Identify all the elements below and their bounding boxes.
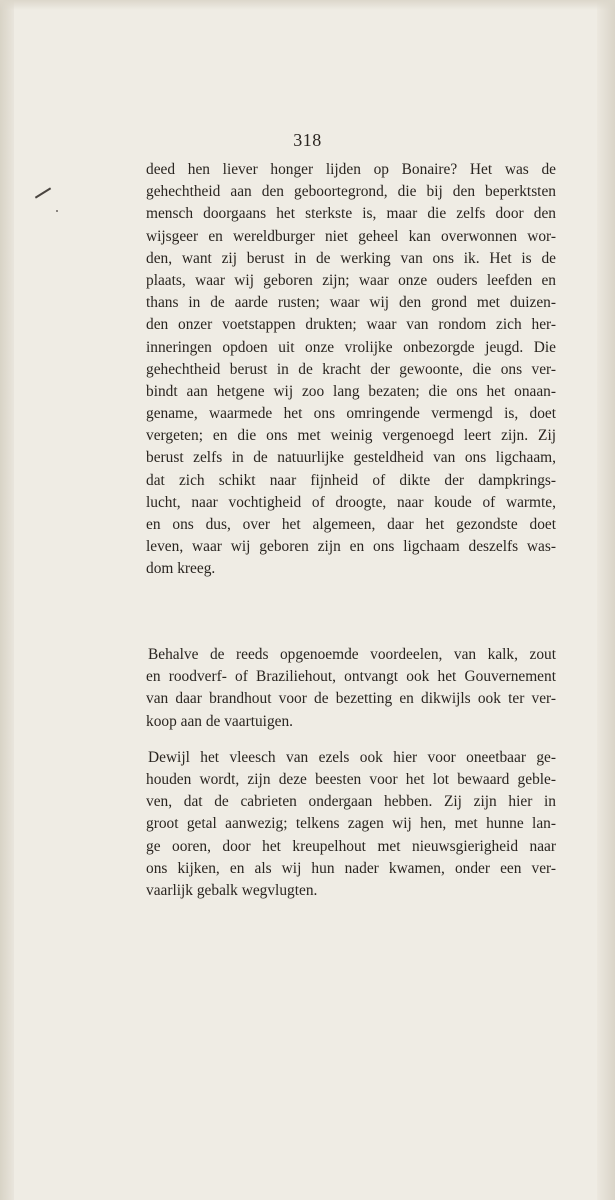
text-line: ons kijken, en als wij hun nader kwamen, onder een ver- [146, 859, 556, 877]
page-number: 318 [293, 130, 322, 150]
page-binding-edge [0, 0, 14, 1200]
text-line: deed hen liever honger lijden op Bonaire? Het was de [146, 161, 556, 178]
text-line: gehechtheid aan den geboortegrond, die bij den beperktsten [146, 183, 556, 201]
paragraph-gap [146, 733, 556, 747]
text-line: dom kreeg. [146, 560, 216, 578]
paragraphs-products-and-donkeys [146, 644, 556, 902]
text-line: gename, waarmede het ons omringende vermengd is, doet [146, 405, 556, 423]
page-top-edge [0, 0, 615, 10]
text-line: Behalve de reeds opgenoemde voordeelen, van kalk, zout [148, 646, 556, 663]
text-line: den, want zij berust in de werking van ons ik. Het is de [146, 249, 556, 267]
text-line: plaats, waar wij geboren zijn; waar onze ouders leefden en [146, 271, 556, 289]
page-right-edge [597, 0, 615, 1200]
text-line: berust zelfs in de natuurlijke gesteldheid van ons ligchaam, [146, 449, 556, 467]
text-line: ven, dat de cabrieten ondergaan hebben. Zij zijn hier in [146, 793, 556, 811]
text-line: inneringen opdoen uit onze vrolijke onbezorgde jeugd. Die [146, 338, 556, 356]
text-line: van daar brandhout voor de bezetting en dikwijls ook ter ver- [146, 690, 556, 708]
text-line: ge ooren, door het kreupelhout met nieuwsgierigheid naar [146, 837, 556, 855]
text-line: dat zich schikt naar fijnheid of dikte der dampkrings- [146, 471, 556, 489]
text-line: mensch doorgaans het sterkste is, maar die zelfs door den [146, 205, 556, 223]
text-line: lucht, naar vochtigheid of droogte, naar koude of warmte, [146, 493, 556, 511]
text-line: den onzer voetstappen drukten; waar van rondom zich her- [146, 316, 556, 334]
text-line: vergeten; en die ons met weinig vergenoegd leert zijn. Zij [146, 427, 556, 445]
text-line: wijsgeer en wereldburger niet geheel kan overwonnen wor- [146, 227, 556, 245]
text-line: Dewijl het vleesch van ezels ook hier voor oneetbaar ge- [148, 748, 556, 766]
text-line: houden wordt, zijn deze beesten voor het lot bewaard geble- [146, 770, 556, 788]
text-line: leven, waar wij geboren zijn en ons ligchaam deszelfs was- [146, 538, 556, 556]
text-line: thans in de aarde rusten; waar wij den grond met duizen- [146, 294, 556, 312]
text-line: en ons dus, over het algemeen, daar het gezondste doet [146, 516, 556, 533]
margin-pencil-mark [35, 187, 51, 198]
text-line: en roodverf- of Braziliehout, ontvangt ook het Gouvernement [146, 668, 556, 686]
text-line: vaarlijk gebalk wegvlugten. [146, 881, 318, 899]
text-line: groot getal aanwezig; telkens zagen wij hen, met hunne lan- [146, 815, 556, 833]
paragraph-homeland [146, 159, 556, 581]
text-line: koop aan de vaartuigen. [146, 712, 294, 730]
text-line: bindt aan hetgene wij zoo lang bezaten; die ons het onaan- [146, 382, 556, 400]
margin-dot [56, 210, 58, 212]
text-line: gehechtheid berust in de kracht der gewoonte, die ons ver- [146, 360, 556, 378]
